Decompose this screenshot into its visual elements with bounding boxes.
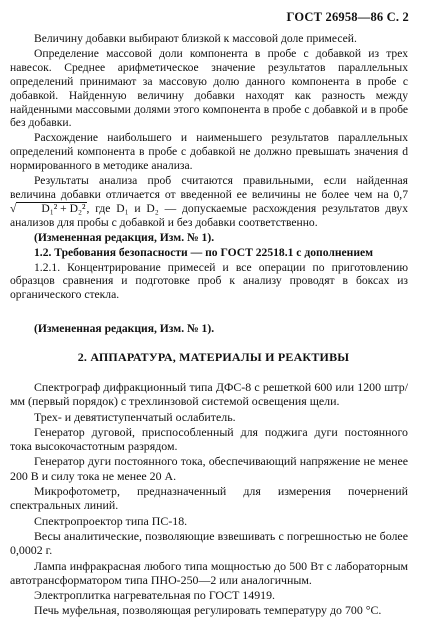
paragraph: Величину добавки выбирают близкой к массовой доле примесей. — [34, 32, 357, 45]
equipment-item: Генератор дуги постоянного тока, обеспечивающий напряжение не менее 200 В и силу тока не менее 20 А. — [10, 454, 408, 483]
equipment-item: Весы аналитические, позволяющие взвешивать с погрешностью не более 0,0002 г. — [10, 528, 408, 558]
equipment-item: Микрофотометр, предназначенный для измерения почернений спектральных линий. — [10, 484, 408, 513]
equipment-item: Печь муфельная, позволяющая регулировать температуру до 700 °С. — [34, 603, 382, 618]
page-header: ГОСТ 26958—86 С. 2 — [286, 10, 409, 24]
formula-text-after: , где D₁ и D₂ — допускаемые расхождения результатов двух анализов для пробы с добавкой и без добавки соответственно. — [10, 201, 408, 229]
paragraph: Определение массовой доли компонента в пробе с добавкой из трех навесок. Среднее арифметическое значение результатов параллельных определений принимают за массовую долю данного компонента в пробе с добавкой. Найденную величину добавки находят как разность между найденными массовыми долями этого компонента в пробе с добавкой и в пробе без добавки. — [10, 46, 408, 130]
equipment-list — [10, 380, 408, 618]
equipment-item: Электроплитка нагревательная по ГОСТ 14919. — [34, 588, 275, 603]
revision-note-2: (Измененная редакция, Изм. № 1). — [34, 322, 215, 335]
formula-text-before: Результаты анализа проб считаются правильными, если найденная величина добавки отличается от введенной ее величины не более чем на 0,7 — [10, 174, 408, 201]
equipment-item: Лампа инфракрасная любого типа мощностью до 500 Вт с лабораторным автотрансформатором типа ПНО-250—2 или аналогичным. — [10, 558, 408, 587]
section-title: 2. АППАРАТУРА, МАТЕРИАЛЫ И РЕАКТИВЫ — [77, 350, 350, 364]
method-text-block — [10, 32, 408, 302]
revision-note: (Измененная редакция, Изм. № 1). — [34, 230, 215, 244]
equipment-item: Генератор дуговой, приспособленный для поджига дуги постоянного тока высокочастотным разрядом. — [10, 424, 408, 454]
equipment-item: Трех- и девятиступенчатый ослабитель. — [34, 409, 236, 424]
equipment-item: Спектрограф дифракционный типа ДФС-8 с решеткой 600 или 1200 штр/мм (первый порядок) с трехлинзовой системой освещения щели. — [10, 380, 408, 409]
formula-paragraph — [10, 174, 408, 230]
safety-heading: 1.2. Требования безопасности — по ГОСТ 22518.1 с дополнением — [34, 245, 374, 259]
sqrt-expression: D₁² + D₂² — [16, 202, 86, 214]
sqrt-formula: √ D₁² + D₂² — [10, 201, 86, 215]
revision-block — [10, 322, 408, 336]
equipment-item: Спектропроектор типа ПС-18. — [34, 513, 188, 528]
safety-text: 1.2.1. Концентрирование примесей и все операции по приготовлению образцов сравнения и подготовке проб к анализу проводят в боксах из органического стекла. — [10, 260, 408, 302]
paragraph: Расхождение наибольшего и наименьшего результатов параллельных определений компонента в пробе с добавкой не должно превышать значения d нормированного в методике анализа. — [10, 131, 408, 173]
